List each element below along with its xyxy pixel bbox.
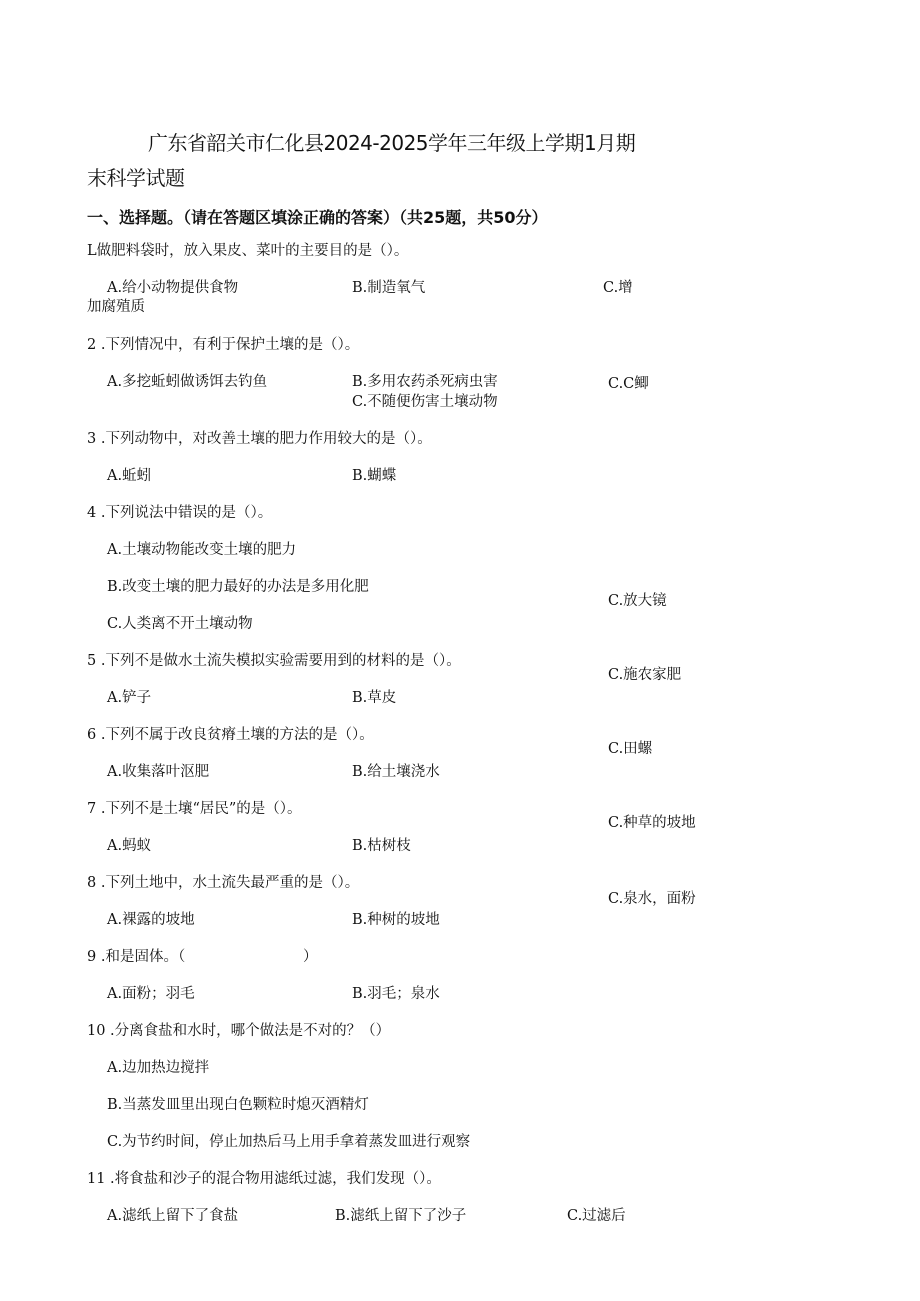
question-2-stem: 2 .下列情况中，有利于保护土壤的是（）。 [87,337,360,353]
question-2-option-c: C.C鲫 [608,376,649,392]
question-11-stem: 11 .将食盐和沙子的混合物用滤纸过滤，我们发现（）。 [87,1171,441,1187]
question-1-option-b: B.制造氧气 [352,280,426,296]
section-heading: 一、选择题。（请在答题区填涂正确的答案）（共25题，共50分） [87,208,548,227]
question-9-stem-close: ） [303,949,318,965]
question-3-option-a: A.蚯蚓 [107,468,152,484]
right-option-1: C.放大镜 [608,593,667,609]
question-10-option-c: C.为节约时间，停止加热后马上用手拿着蒸发皿进行观察 [107,1134,471,1150]
question-2-option-b: B.多用农药杀死病虫害 [352,374,498,390]
question-1-option-a: A.给小动物提供食物 [107,280,239,296]
question-6-stem: 6 .下列不属于改良贫瘠土壤的方法的是（）。 [87,727,374,743]
question-5-option-b: B.草皮 [352,690,397,706]
question-9-option-a: A.面粉；羽毛 [107,986,195,1002]
question-1-stem: L做肥料袋时，放入果皮、菜叶的主要目的是（）。 [87,243,409,259]
right-option-3: C.田螺 [608,741,653,757]
question-7-option-b: B.枯树枝 [352,838,411,854]
question-1-option-c: C.增 [603,280,633,296]
question-4-stem: 4 .下列说法中错误的是（）。 [87,505,273,521]
question-3-stem: 3 .下列动物中，对改善土壤的肥力作用较大的是（）。 [87,431,432,447]
question-8-option-b: B.种树的坡地 [352,912,440,928]
question-7-option-a: A.蚂蚁 [107,838,152,854]
question-3-option-b: B.蝴蝶 [352,468,397,484]
question-11-option-a: A.滤纸上留下了食盐 [107,1208,239,1224]
question-7-stem: 7 .下列不是土壤“居民”的是（）。 [87,801,302,817]
question-4-option-b: B.改变土壤的肥力最好的办法是多用化肥 [107,579,369,595]
right-option-5-clipped: C.泉水，面粉 [608,891,696,907]
right-option-4: C.种草的坡地 [608,815,696,831]
page-title-line-1: 广东省韶关市仁化县2024-2025学年三年级上学期1月期 [148,131,636,155]
question-2-option-c-extra: C.不随便伤害土壤动物 [352,394,498,410]
right-option-2: C.施农家肥 [608,667,682,683]
question-5-option-a: A.铲子 [107,690,152,706]
question-5-stem: 5 .下列不是做水土流失模拟实验需要用到的材料的是（）。 [87,653,461,669]
question-9-stem: 9 .和是固体。（ [87,949,186,965]
question-9-option-b: B.羽毛；泉水 [352,986,440,1002]
question-4-option-c: C.人类离不开土壤动物 [107,616,253,632]
question-8-stem: 8 .下列土地中，水土流失最严重的是（）。 [87,875,360,891]
question-10-option-b: B.当蒸发皿里出现白色颗粒时熄灭酒精灯 [107,1097,369,1113]
question-11-option-b: B.滤纸上留下了沙子 [335,1208,467,1224]
question-1-option-c-continued: 加腐殖质 [87,299,145,315]
page-title-line-2: 末科学试题 [87,166,185,190]
question-6-option-a: A.收集落叶沤肥 [107,764,210,780]
question-4-option-a: A.土壤动物能改变土壤的肥力 [107,542,297,558]
question-6-option-b: B.给土壤浇水 [352,764,440,780]
question-2-option-a: A.多挖蚯蚓做诱饵去钓鱼 [107,374,268,390]
question-10-stem: 10 .分离食盐和水时，哪个做法是不对的？（） [87,1023,391,1039]
question-11-option-c: C.过滤后 [567,1208,626,1224]
question-8-option-a: A.裸露的坡地 [107,912,195,928]
question-10-option-a: A.边加热边搅拌 [107,1060,210,1076]
